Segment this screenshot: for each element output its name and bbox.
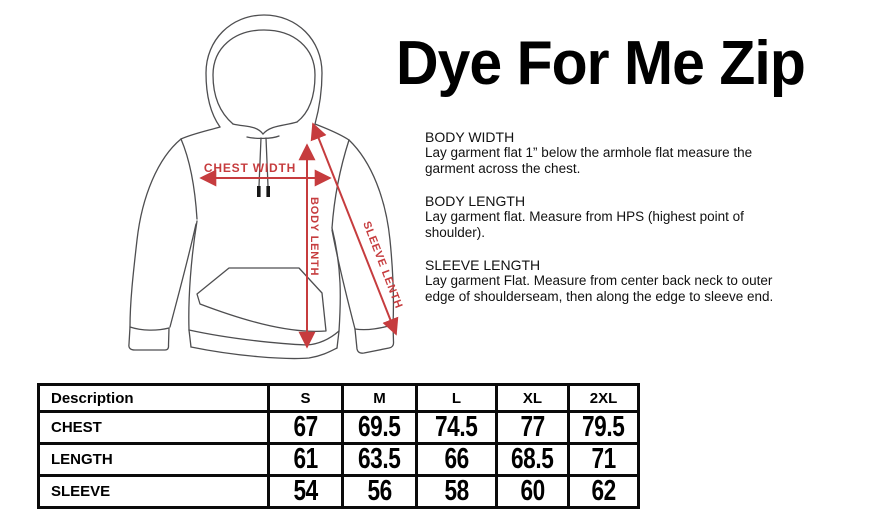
column-header-m: M	[343, 385, 417, 412]
instruction-text: Lay garment flat 1” below the armhole flat measure the garment across the chest.	[425, 145, 753, 176]
cell-length-s: 61	[269, 444, 343, 476]
cell-sleeve-l: 58	[417, 476, 497, 508]
cell-length-2xl: 71	[569, 444, 639, 476]
instruction-heading: SLEEVE LENGTH	[425, 257, 541, 273]
instruction-text: Lay garment Flat. Measure from center back neck to outer edge of shoulderseam, then along the edge to sleeve end.	[425, 273, 774, 304]
cell-sleeve-s: 54	[269, 476, 343, 508]
cell-length-m: 63.5	[343, 444, 417, 476]
sleeve-length-arrow	[313, 124, 396, 334]
column-header-description: Description	[39, 385, 269, 412]
aglet-left	[257, 186, 261, 197]
cell-sleeve-2xl: 62	[569, 476, 639, 508]
instruction-text: Lay garment flat. Measure from HPS (highest point of shoulder).	[425, 209, 744, 240]
column-header-s: S	[269, 385, 343, 412]
row-label: LENGTH	[39, 444, 269, 476]
left-sleeve	[129, 139, 196, 350]
hoodie-body	[181, 124, 349, 359]
instruction-heading: BODY WIDTH	[425, 129, 515, 145]
column-header-2xl: 2XL	[569, 385, 639, 412]
table-row-sleeve	[39, 476, 639, 508]
cell-chest-m: 69.5	[343, 412, 417, 444]
table-row-chest	[39, 412, 639, 444]
cell-chest-2xl: 79.5	[569, 412, 639, 444]
instruction-body-length	[425, 193, 781, 241]
aglet-right	[266, 186, 270, 197]
size-table-header-row	[39, 385, 639, 412]
row-label: SLEEVE	[39, 476, 269, 508]
measurement-instructions	[425, 129, 781, 321]
hoodie-measurement-diagram	[0, 0, 430, 375]
cell-chest-s: 67	[269, 412, 343, 444]
cell-length-xl: 68.5	[497, 444, 569, 476]
row-label: CHEST	[39, 412, 269, 444]
column-header-l: L	[417, 385, 497, 412]
cell-sleeve-m: 56	[343, 476, 417, 508]
size-table	[37, 383, 640, 509]
hood-outline	[206, 15, 322, 138]
body-length-label: BODY LENTH	[308, 197, 320, 277]
right-sleeve	[332, 140, 394, 353]
table-row-length	[39, 444, 639, 476]
cell-sleeve-xl: 60	[497, 476, 569, 508]
cell-length-l: 66	[417, 444, 497, 476]
instruction-heading: BODY LENGTH	[425, 193, 526, 209]
chest-width-label: CHEST WIDTH	[203, 161, 297, 175]
instruction-sleeve-length	[425, 257, 781, 305]
cell-chest-l: 74.5	[417, 412, 497, 444]
cell-chest-xl: 77	[497, 412, 569, 444]
instruction-body-width	[425, 129, 781, 177]
sleeve-length-label: SLEEVE LENTH	[360, 219, 405, 311]
column-header-xl: XL	[497, 385, 569, 412]
page-title: Dye For Me Zip	[396, 29, 805, 98]
